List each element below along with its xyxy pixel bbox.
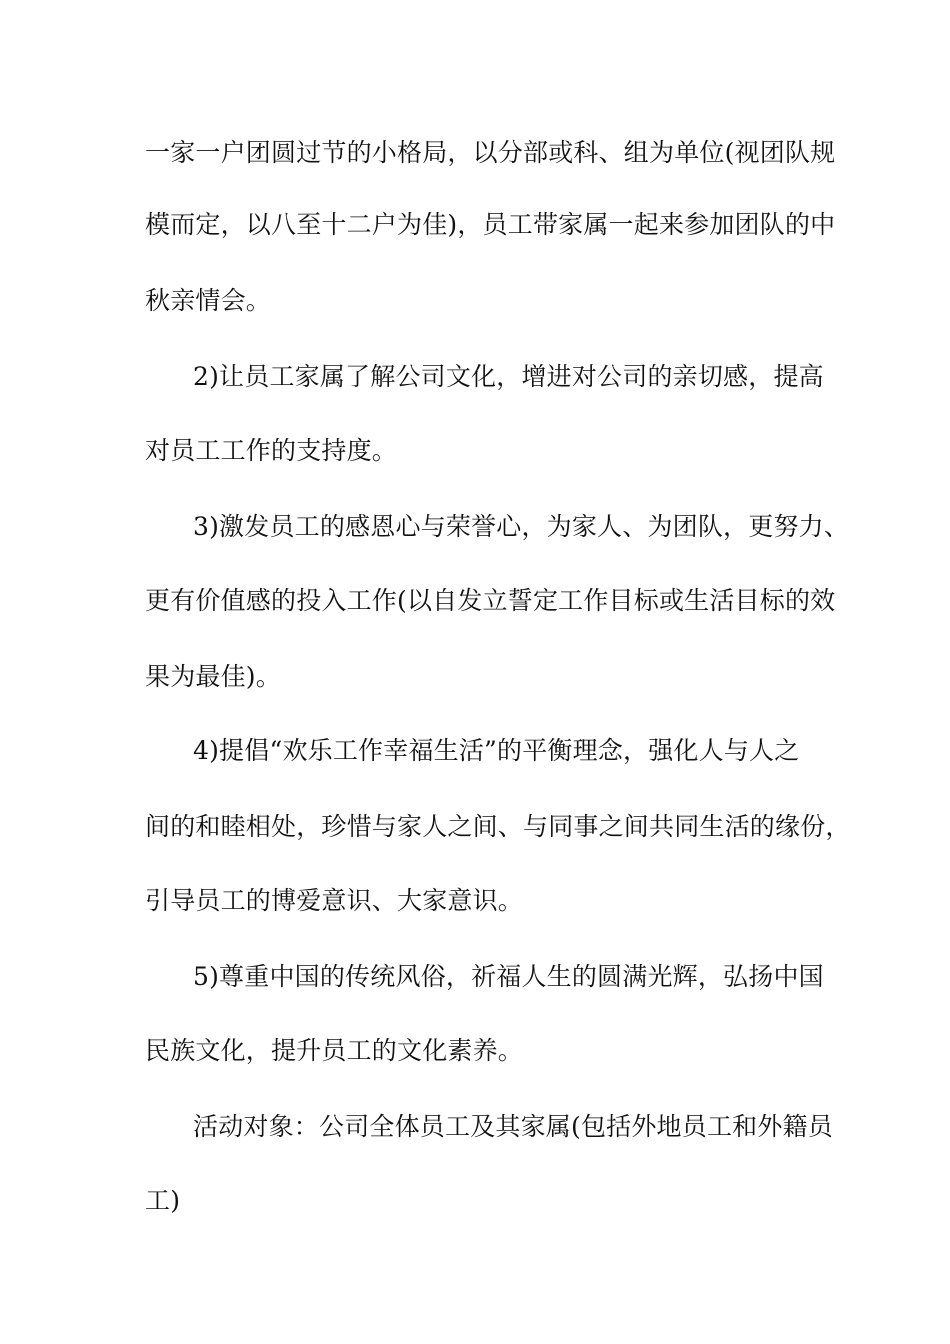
text-line: 模而定，以八至十二户为佳)，员工带家属一起来参加团队的中 [145,210,836,239]
text-line: 一家一户团圆过节的小格局，以分部或科、组为单位(视团队规 [145,138,836,167]
text-line: 果为最佳)。 [145,662,281,691]
text-line: 秋亲情会。 [145,286,272,315]
text-line: 对员工工作的支持度。 [145,436,398,465]
text-line: 2)让员工家属了解公司文化，增进对公司的亲切感，提高 [193,362,824,391]
text-line: 间的和睦相处，珍惜与家人之间、与同事之间共同生活的缘份， [145,812,851,841]
text-line: 5)尊重中国的传统风俗，祈福人生的圆满光辉，弘扬中国 [193,962,824,991]
text-line: 3)激发员工的感恩心与荣誉心，为家人、为团队，更努力、 [193,512,850,541]
text-line: 工) [145,1186,181,1215]
text-line: 更有价值感的投入工作(以自发立誓定工作目标或生活目标的效 [145,586,836,615]
text-line: 活动对象：公司全体员工及其家属(包括外地员工和外籍员 [193,1112,833,1141]
text-line: 4)提倡“欢乐工作幸福生活”的平衡理念，强化人与人之 [193,736,800,765]
text-line: 民族文化，提升员工的文化素养。 [145,1036,524,1065]
text-line: 引导员工的博爱意识、大家意识。 [145,886,524,915]
